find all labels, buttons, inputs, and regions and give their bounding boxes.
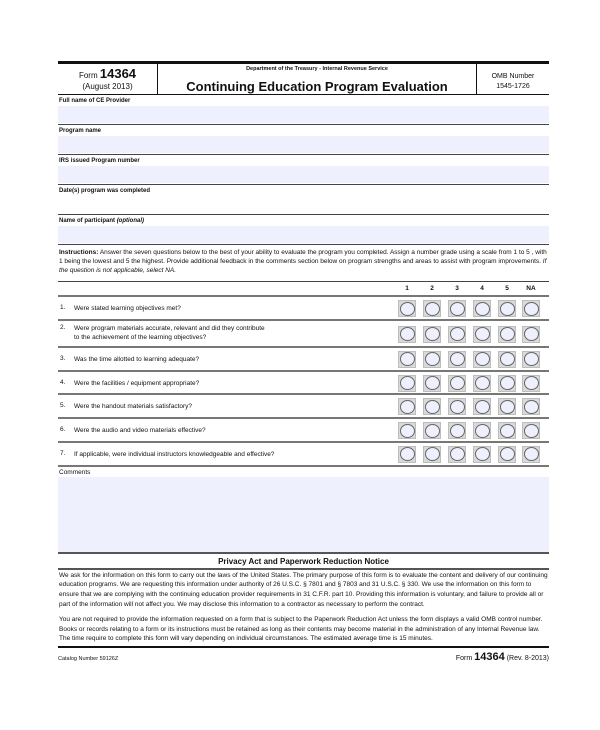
rating-scale-header: [58, 282, 549, 297]
ce-provider-label: Full name of CE Provider: [59, 98, 131, 104]
radio-circle-icon: [500, 447, 515, 461]
rating-radio-4[interactable]: [473, 326, 491, 343]
question-row: [58, 297, 549, 321]
radio-circle-icon: [400, 400, 415, 414]
rating-radio-5[interactable]: [498, 446, 516, 463]
radio-circle-icon: [500, 424, 515, 438]
radio-circle-icon: [500, 376, 515, 390]
radio-circle-icon: [450, 447, 465, 461]
program-number-field: [58, 155, 549, 185]
question-row: [58, 443, 549, 467]
title-block: [158, 64, 477, 94]
rating-radio-4[interactable]: [473, 398, 491, 415]
radio-circle-icon: [400, 327, 415, 341]
rating-radio-4[interactable]: [473, 351, 491, 368]
question-row: [58, 395, 549, 419]
rating-radio-5[interactable]: [498, 398, 516, 415]
rating-radio-1[interactable]: [398, 351, 416, 368]
radio-circle-icon: [475, 302, 490, 316]
ce-provider-input[interactable]: [58, 106, 549, 123]
radio-circle-icon: [500, 400, 515, 414]
radio-circle-icon: [524, 447, 539, 461]
question-text-line: Were stated learning objectives met?: [74, 305, 181, 312]
rating-radio-5[interactable]: [498, 300, 516, 317]
rating-radio-2[interactable]: [423, 398, 441, 415]
footer-form-label: Form: [455, 654, 473, 662]
question-text: [74, 426, 206, 435]
radio-circle-icon: [524, 400, 539, 414]
rating-radio-3[interactable]: [448, 326, 466, 343]
question-row: [58, 348, 549, 372]
radio-circle-icon: [475, 376, 490, 390]
rating-radio-2[interactable]: [423, 351, 441, 368]
question-row: [58, 372, 549, 396]
rating-radio-2[interactable]: [423, 422, 441, 439]
rating-radio-3[interactable]: [448, 422, 466, 439]
rating-radio-3[interactable]: [448, 446, 466, 463]
rating-radio-2[interactable]: [423, 375, 441, 392]
radio-circle-icon: [524, 424, 539, 438]
rating-radio-2[interactable]: [423, 446, 441, 463]
rating-radio-2[interactable]: [423, 326, 441, 343]
question-number: 3.: [60, 354, 66, 362]
radio-circle-icon: [475, 400, 490, 414]
participant-name-field: [58, 215, 549, 245]
radio-circle-icon: [524, 376, 539, 390]
scale-label-2: 2: [430, 285, 434, 292]
radio-circle-icon: [500, 302, 515, 316]
completion-date-input[interactable]: [58, 196, 549, 213]
optional-tag: (optional): [116, 218, 145, 224]
question-number: 2.: [60, 323, 66, 331]
omb-block: [477, 64, 549, 94]
form-title: Continuing Education Program Evaluation: [186, 79, 448, 94]
question-text: [74, 402, 192, 411]
form-id-block: [58, 64, 158, 94]
question-text-line: Were the facilities / equipment appropriate?: [74, 379, 200, 387]
rating-radio-1[interactable]: [398, 422, 416, 439]
notice-title: Privacy Act and Paperwork Reduction Notice: [58, 554, 549, 570]
rating-radio-3[interactable]: [448, 375, 466, 392]
ce-provider-field: [58, 95, 549, 125]
question-text-line: If applicable, were individual instructors knowledgeable and effective?: [74, 450, 275, 458]
radio-circle-icon: [425, 400, 440, 414]
omb-label: OMB Number: [491, 73, 535, 80]
rating-radio-na[interactable]: [522, 300, 540, 317]
scale-label-na: NA: [526, 285, 536, 292]
form-number: 14364: [99, 66, 137, 81]
radio-circle-icon: [475, 352, 490, 366]
participant-name-input[interactable]: [58, 226, 549, 243]
footer-form-number: 14364: [474, 650, 505, 663]
radio-circle-icon: [400, 376, 415, 390]
instructions: [58, 245, 549, 282]
rating-radio-4[interactable]: [473, 446, 491, 463]
rating-radio-na[interactable]: [522, 326, 540, 343]
rating-radio-3[interactable]: [448, 300, 466, 317]
completion-date-field: [58, 185, 549, 215]
program-number-label: IRS issued Program number: [59, 158, 140, 164]
form-footer: [58, 646, 549, 663]
rating-radio-4[interactable]: [473, 422, 491, 439]
rating-radio-na[interactable]: [522, 422, 540, 439]
question-text: [74, 304, 181, 313]
footer-form-id: [456, 651, 549, 663]
question-number: 5.: [60, 402, 66, 410]
radio-circle-icon: [425, 424, 440, 438]
participant-name-label-text: Name of participant: [59, 218, 116, 224]
rating-radio-1[interactable]: [398, 375, 416, 392]
question-row: [58, 321, 549, 348]
instructions-lead: Instructions:: [59, 249, 99, 256]
radio-circle-icon: [475, 424, 490, 438]
rating-radio-2[interactable]: [423, 300, 441, 317]
comments-input[interactable]: [58, 477, 549, 554]
rating-radio-na[interactable]: [522, 446, 540, 463]
question-text-line: Were the handout materials satisfactory?: [74, 403, 193, 411]
omb-number: 1545-1726: [496, 83, 530, 90]
question-text: [74, 450, 274, 459]
radio-circle-icon: [425, 447, 440, 461]
radio-circle-icon: [425, 302, 440, 316]
question-number: 6.: [60, 426, 66, 434]
rating-radio-5[interactable]: [498, 375, 516, 392]
radio-circle-icon: [400, 424, 415, 438]
radio-circle-icon: [450, 376, 465, 390]
privacy-paragraph: We ask for the information on this form to carry out the laws of the United States. The primary purpose of this form is to evaluate the content and delivery of our continuing education programs. We are requesting this information under authority of 26 U.S.C. § 7801 and § 7803 and 31 U.S.C. § 330. We use the information on this form to ensure that we are complying with the continuing education provider requirements in 31 C.F.R. part 10. Providing this information is voluntary, and failure to provide all or part of the information will not affect you. We may disclose this information to a contractor as necessary to perform the contract.: [59, 571, 548, 608]
form-page: [58, 61, 549, 663]
question-row: [58, 419, 549, 443]
radio-circle-icon: [400, 447, 415, 461]
radio-circle-icon: [500, 327, 515, 341]
rating-radio-4[interactable]: [473, 300, 491, 317]
paperwork-paragraph: You are not required to provide the information requested on a form that is subject to the Paperwork Reduction Act unless the form displays a valid OMB control number. Books or records relating to a form or its instructions must be retained as long as their contents may become material in the administration of any Internal Revenue law. The time require to complete this form will vary depending on individual circumstances. The estimated average time is 15 minutes.: [59, 616, 543, 643]
rating-radio-1[interactable]: [398, 326, 416, 343]
rating-radio-3[interactable]: [448, 351, 466, 368]
radio-circle-icon: [450, 302, 465, 316]
scale-label-3: 3: [455, 285, 459, 292]
radio-circle-icon: [400, 352, 415, 366]
scale-label-4: 4: [480, 285, 484, 292]
catalog-number: Catalog Number 59126Z: [58, 655, 119, 662]
question-text: [74, 324, 265, 342]
rating-radio-1[interactable]: [398, 398, 416, 415]
rating-radio-1[interactable]: [398, 446, 416, 463]
form-header: [58, 61, 549, 95]
radio-circle-icon: [450, 424, 465, 438]
radio-circle-icon: [524, 302, 539, 316]
program-name-input[interactable]: [58, 136, 549, 153]
program-number-input[interactable]: [58, 166, 549, 183]
radio-circle-icon: [450, 352, 465, 366]
completion-date-label: Date(s) program was completed: [59, 188, 151, 194]
rating-radio-4[interactable]: [473, 375, 491, 392]
radio-circle-icon: [475, 327, 490, 341]
radio-circle-icon: [524, 352, 539, 366]
rating-radio-na[interactable]: [522, 351, 540, 368]
rating-radio-1[interactable]: [398, 300, 416, 317]
rating-radio-3[interactable]: [448, 398, 466, 415]
rating-radio-5[interactable]: [498, 422, 516, 439]
comments-label: Comments: [59, 468, 91, 476]
scale-label-1: 1: [405, 285, 409, 292]
questions-list: [58, 297, 549, 467]
radio-circle-icon: [400, 302, 415, 316]
question-text-line: Were program materials accurate, relevant and did they contribute: [74, 324, 265, 332]
radio-circle-icon: [425, 352, 440, 366]
program-name-label: Program name: [59, 128, 102, 134]
rating-radio-5[interactable]: [498, 351, 516, 368]
scale-label-5: 5: [505, 285, 509, 292]
question-text-line: to the achievement of the learning objectives?: [74, 333, 207, 341]
rating-radio-5[interactable]: [498, 326, 516, 343]
question-text: [74, 379, 199, 388]
department: Department of the Treasury - Internal Revenue Service: [246, 66, 388, 72]
radio-circle-icon: [425, 376, 440, 390]
question-number: 7.: [60, 449, 66, 457]
instructions-text: Answer the seven questions below to the best of your ability to evaluate the program you completed. Assign a number grade using a scale from 1 to 5 , with 1 being the lowest and 5 the highest. Provide additional feedback in the comments section below on program strengths and areas to assist with program improvements.: [59, 249, 547, 265]
question-number: 4.: [60, 378, 66, 386]
radio-circle-icon: [425, 327, 440, 341]
instructions-na-note: If the question is not applicable, select NA.: [59, 258, 547, 274]
radio-circle-icon: [475, 447, 490, 461]
participant-name-label: [58, 215, 549, 224]
radio-circle-icon: [450, 327, 465, 341]
question-text-line: Was the time allotted to learning adequate?: [74, 355, 200, 363]
question-number: 1.: [60, 304, 66, 311]
footer-revision: (Rev. 8-2013): [506, 654, 549, 662]
question-text-line: Were the audio and video materials effective?: [74, 427, 206, 435]
rating-radio-na[interactable]: [522, 375, 540, 392]
radio-circle-icon: [450, 400, 465, 414]
form-date: (August 2013): [82, 82, 133, 91]
radio-circle-icon: [500, 352, 515, 366]
question-text: [74, 355, 199, 364]
radio-circle-icon: [524, 327, 539, 341]
rating-radio-na[interactable]: [522, 398, 540, 415]
form-label: Form: [78, 71, 98, 80]
program-name-field: [58, 125, 549, 155]
